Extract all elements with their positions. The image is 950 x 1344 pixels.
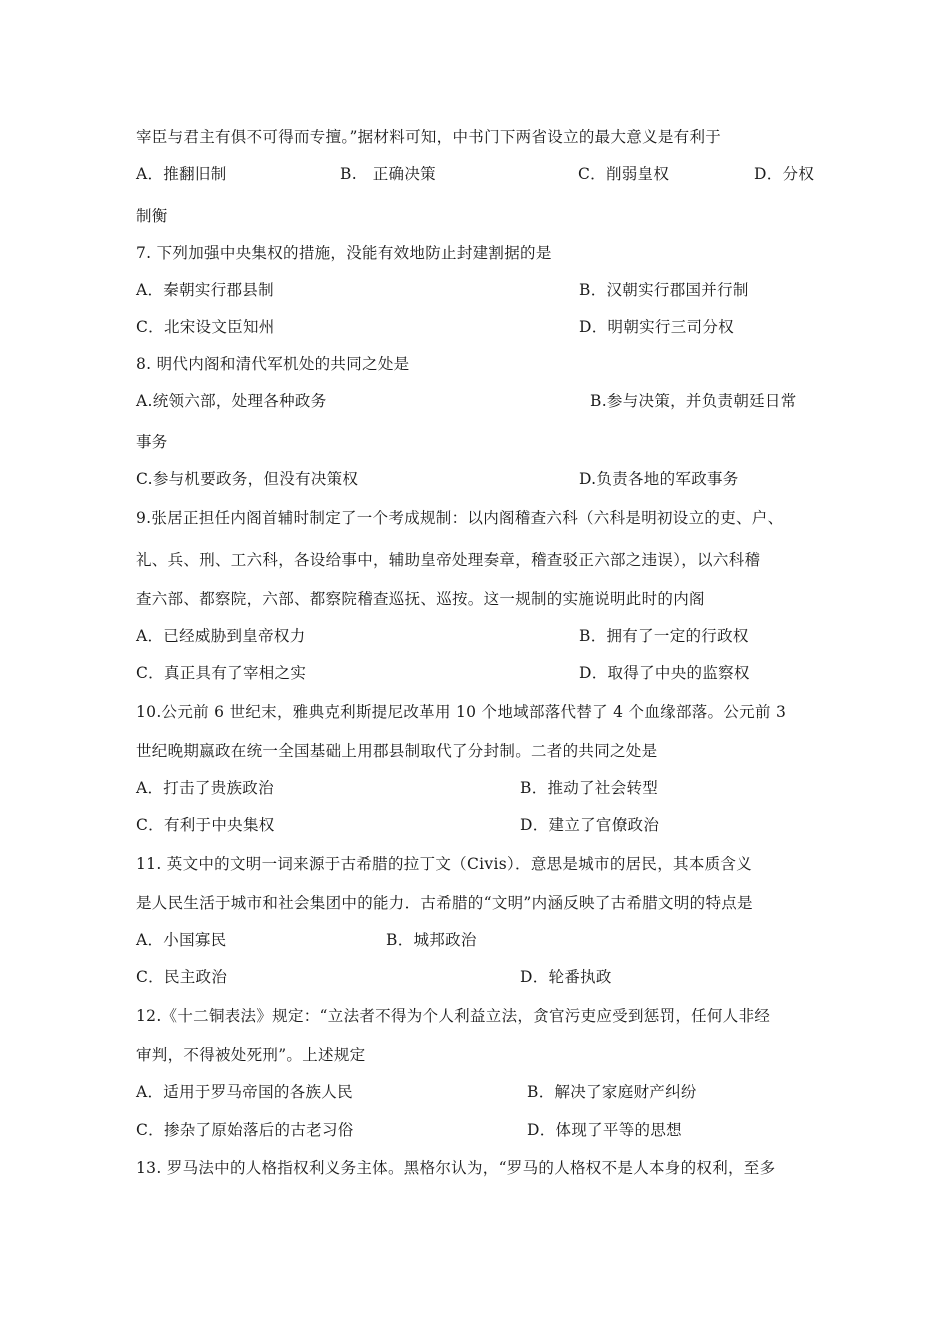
q12-option-a: A．适用于罗马帝国的各族人民 (136, 1083, 353, 1101)
q9-option-c: C．真正具有了宰相之实 (136, 664, 307, 682)
q10-option-a: A．打击了贵族政治 (136, 779, 274, 797)
q7-option-d: D．明朝实行三司分权 (579, 318, 734, 336)
q10-stem-line-1: 10.公元前 6 世纪末，雅典克利斯提尼改革用 10 个地域部落代替了 4 个血缘部落。公元前 3 (136, 703, 787, 721)
q12-option-c: C．掺杂了原始落后的古老习俗 (136, 1121, 354, 1139)
q9-option-b: B．拥有了一定的行政权 (579, 627, 749, 645)
q10-option-c: C．有利于中央集权 (136, 816, 275, 834)
q11-option-b: B．城邦政治 (386, 931, 477, 949)
q9-stem-line-3: 查六部、都察院，六部、都察院稽查巡抚、巡按。这一规制的实施说明此时的内阁 (136, 590, 705, 608)
q9-option-d: D．取得了中央的监察权 (579, 664, 750, 682)
q13-stem-line-1: 13. 罗马法中的人格指权利义务主体。黑格尔认为，“罗马的人格权不是人本身的权利，至多 (136, 1159, 776, 1177)
q10-option-b: B．推动了社会转型 (520, 779, 659, 797)
q9-stem-line-2: 礼、兵、刑、工六科，各设给事中，辅助皇帝处理奏章，稽查驳正六部之违误），以六科稽 (136, 551, 761, 569)
q8-option-b-continued: 事务 (136, 433, 168, 451)
q6-option-d: D．分权 (754, 165, 815, 183)
q6-option-a: A．推翻旧制 (136, 165, 227, 183)
q11-stem-line-1: 11. 英文中的文明一词来源于古希腊的拉丁文（Civis）．意思是城市的居民，其本质含义 (136, 855, 753, 873)
q10-option-d: D．建立了官僚政治 (520, 816, 660, 834)
q12-option-d: D．体现了平等的思想 (527, 1121, 682, 1139)
q8-option-c: C.参与机要政务，但没有决策权 (136, 470, 359, 488)
q7-option-a: A．秦朝实行郡县制 (136, 281, 274, 299)
q7-stem: 7. 下列加强中央集权的措施，没能有效地防止封建割据的是 (136, 244, 552, 262)
q12-stem-line-2: 审判，不得被处死刑”。上述规定 (136, 1046, 366, 1064)
q6-option-b: B. 正确决策 (340, 165, 436, 183)
q9-option-a: A．已经威胁到皇帝权力 (136, 627, 306, 645)
q6-option-d-continued: 制衡 (136, 207, 168, 225)
q11-option-c: C．民主政治 (136, 968, 228, 986)
q12-option-b: B．解决了家庭财产纠纷 (527, 1083, 697, 1101)
q11-option-a: A．小国寡民 (136, 931, 227, 949)
q8-stem: 8. 明代内阁和清代军机处的共同之处是 (136, 355, 410, 373)
q9-stem-line-1: 9.张居正担任内阁首辅时制定了一个考成规制：以内阁稽查六科（六科是明初设立的吏、户、 (136, 509, 784, 527)
q10-stem-line-2: 世纪晚期嬴政在统一全国基础上用郡县制取代了分封制。二者的共同之处是 (136, 742, 658, 760)
q7-option-b: B．汉朝实行郡国并行制 (579, 281, 749, 299)
q8-option-a: A.统领六部，处理各种政务 (136, 392, 327, 410)
q11-stem-line-2: 是人民生活于城市和社会集团中的能力．古希腊的“文明”内涵反映了古希腊文明的特点是 (136, 894, 753, 912)
q6-stem-line: 宰臣与君主有俱不可得而专擅。”据材料可知，中书门下两省设立的最大意义是有利于 (136, 128, 722, 146)
q11-option-d: D．轮番执政 (520, 968, 612, 986)
q8-option-d: D.负责各地的军政事务 (579, 470, 739, 488)
q12-stem-line-1: 12.《十二铜表法》规定：“立法者不得为个人利益立法，贪官污吏应受到惩罚，任何人非经 (136, 1007, 771, 1025)
q7-option-c: C．北宋设文臣知州 (136, 318, 275, 336)
q6-option-c: C．削弱皇权 (578, 165, 670, 183)
q8-option-b: B.参与决策，并负责朝廷日常 (590, 392, 797, 410)
